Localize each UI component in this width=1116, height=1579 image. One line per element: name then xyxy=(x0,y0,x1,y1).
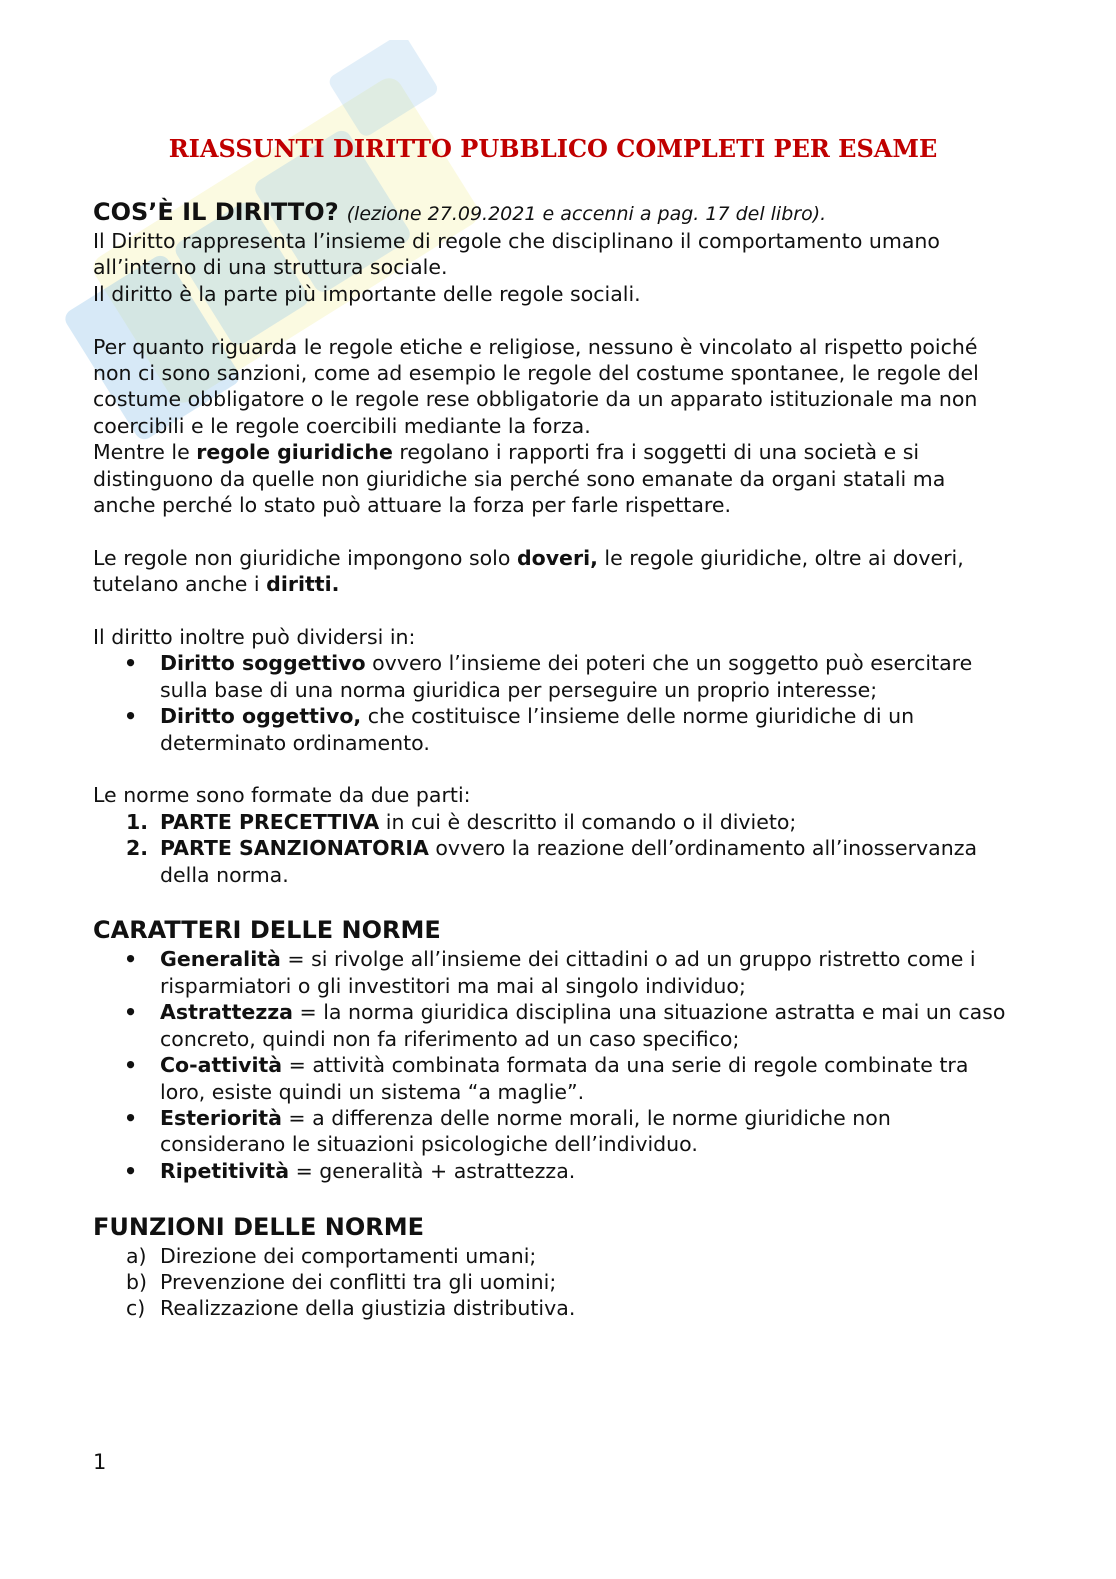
list-item: c) Realizzazione della giustizia distributiva. xyxy=(126,1296,576,1321)
section-heading-row xyxy=(93,196,1013,228)
bullet-list xyxy=(93,650,1013,756)
bullet-icon: • xyxy=(124,1158,138,1183)
section-heading: FUNZIONI DELLE NORME xyxy=(93,1212,424,1241)
bold-term: regole giuridiche xyxy=(196,440,393,465)
section-heading: CARATTERI DELLE NORME xyxy=(93,916,441,945)
list-item: 2. PARTE SANZIONATORIA ovvero la reazione dell’ordinamento all’inosservanza della norma. xyxy=(126,836,978,887)
list-item: b) Prevenzione dei conflitti tra gli uomini; xyxy=(126,1269,557,1294)
list-item: • Astrattezza = la norma giuridica disciplina una situazione astratta e mai un caso concreto, quindi non fa riferimento ad un caso specifico; xyxy=(124,1000,1006,1051)
section-heading: COS’È IL DIRITTO? xyxy=(93,198,339,226)
list-item: • Co-attività = attività combinata formata da una serie di regole combinate tra loro, esiste quindi un sistema “a maglie”. xyxy=(124,1053,969,1104)
bold-term: diritti. xyxy=(266,572,340,597)
paragraph: Il diritto è la parte più importante delle regole sociali. xyxy=(93,281,641,306)
lesson-note: (lezione 27.09.2021 e accenni a pag. 17 del libro). xyxy=(346,203,827,225)
bullet-icon: • xyxy=(124,651,138,676)
bullet-icon: • xyxy=(124,1000,138,1025)
paragraph: Le regole non giuridiche impongono solo doveri, le regole giuridiche, oltre ai doveri, tutelano anche i diritti. xyxy=(93,545,964,597)
list-item: • Diritto oggettivo, che costituisce l’insieme delle norme giuridiche di un determinato ordinamento. xyxy=(124,704,915,755)
list-item: a) Direzione dei comportamenti umani; xyxy=(126,1243,537,1268)
bold-term: doveri, xyxy=(516,545,598,570)
bullet-icon: • xyxy=(124,947,138,972)
paragraph: Il Diritto rappresenta l’insieme di regole che disciplinano il comportamento umano all’interno di una struttura sociale. xyxy=(93,229,940,280)
paragraph: Mentre le regole giuridiche regolano i rapporti fra i soggetti di una società e si distinguono da quelle non giuridiche sia perché sono emanate da organi statali ma anche perché lo stato può attuare la forza per farle rispettare. xyxy=(93,440,946,518)
list-item: • Generalità = si rivolge all’insieme dei cittadini o ad un gruppo ristretto come i risparmiatori o gli investitori ma mai al singolo individuo; xyxy=(124,947,976,998)
paragraph: Il diritto inoltre può dividersi in: xyxy=(93,625,416,650)
paragraph: Le norme sono formate da due parti: xyxy=(93,783,471,808)
bullet-icon: • xyxy=(124,1053,138,1078)
bullet-icon: • xyxy=(124,1105,138,1130)
list-item: • Diritto soggettivo ovvero l’insieme dei poteri che un soggetto può esercitare sulla base di una norma giuridica per perseguire un proprio interesse; xyxy=(124,651,973,702)
bullet-icon: • xyxy=(124,704,138,729)
list-item: • Ripetitività = generalità + astrattezza. xyxy=(124,1158,576,1183)
document-title: RIASSUNTI DIRITTO PUBBLICO COMPLETI PER ESAME xyxy=(168,134,938,163)
list-item: 1. PARTE PRECETTIVA in cui è descritto il comando o il divieto; xyxy=(126,809,797,834)
paragraph: Per quanto riguarda le regole etiche e religiose, nessuno è vincolato al rispetto poiché non ci sono sanzioni, come ad esempio le regole del costume spontanee, le regole del costume obbligatore o le regole rese obbligatorie da un apparato istituzionale ma non coercibili e le regole coercibili mediante la forza. xyxy=(93,334,979,438)
document-content xyxy=(93,196,1013,1322)
list-item: • Esteriorità = a differenza delle norme morali, le norme giuridiche non considerano le situazioni psicologiche dell’individuo. xyxy=(124,1105,891,1157)
page-number: 1 xyxy=(93,1450,107,1474)
lettered-list xyxy=(93,1243,1013,1322)
numbered-list xyxy=(93,809,1013,888)
bullet-list xyxy=(93,946,1013,1184)
